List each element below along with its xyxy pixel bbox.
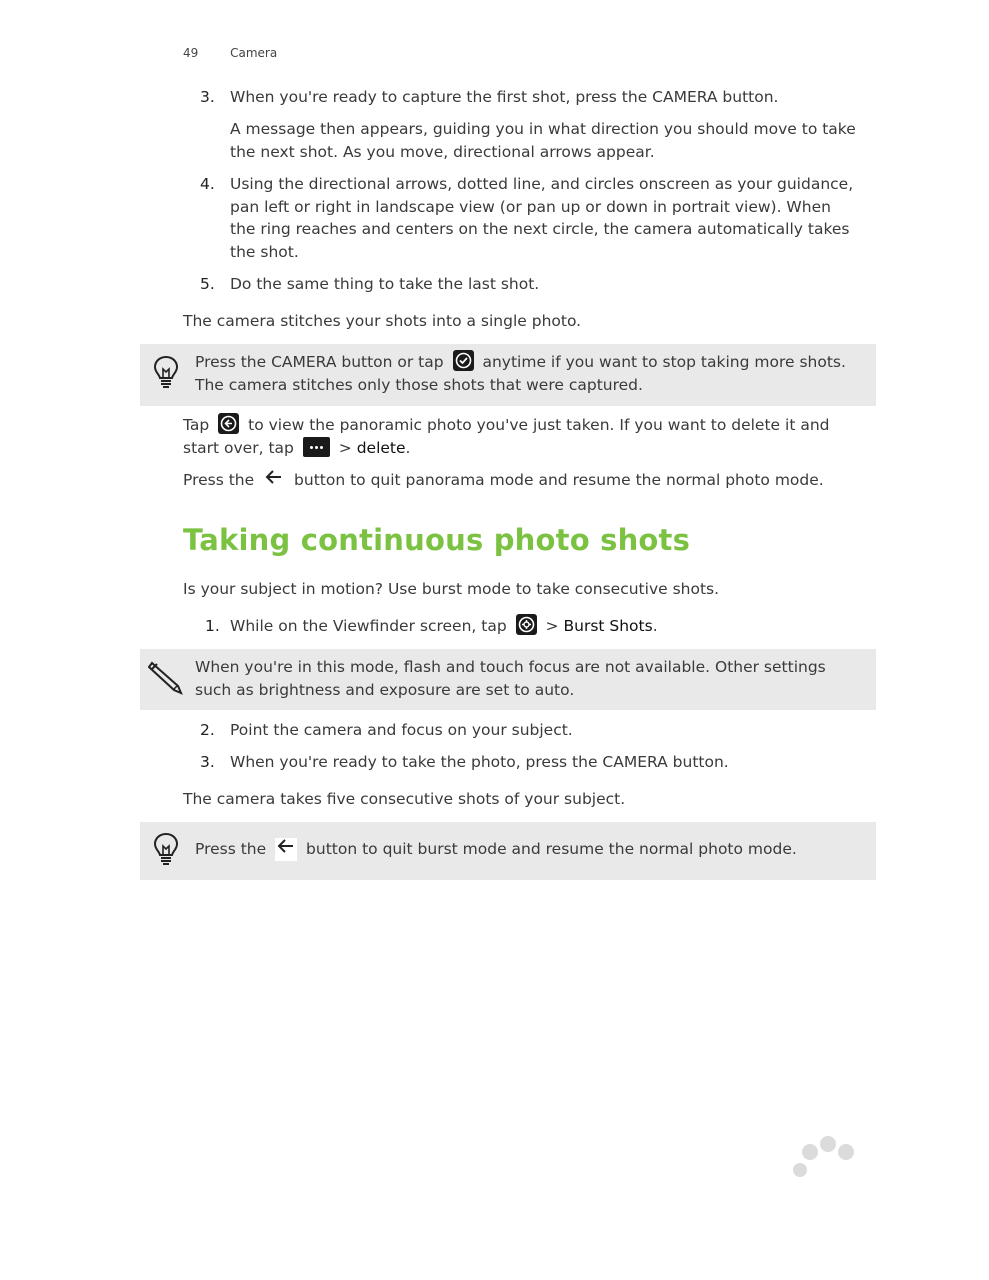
body-paragraph: Press the button to quit panorama mode and resume the normal photo mode.: [183, 469, 824, 492]
step-text: When you're ready to capture the first shot, press the CAMERA button.: [230, 88, 779, 106]
body-paragraph: The camera stitches your shots into a single photo.: [183, 312, 582, 330]
step-number: 3.: [200, 753, 215, 771]
step-text: Do the same thing to take the last shot.: [230, 275, 540, 293]
note-text: such as brightness and exposure are set to auto.: [195, 681, 575, 699]
step-subtext: the next shot. As you move, directional arrows appear.: [230, 143, 655, 161]
step-text: the shot.: [230, 243, 299, 261]
tip-text: The camera stitches only those shots that were captured.: [195, 376, 643, 394]
back-arrow-icon: [263, 469, 285, 492]
step-subtext: A message then appears, guiding you in what direction you should move to take: [230, 120, 856, 138]
step-text: Using the directional arrows, dotted line, and circles onscreen as your guidance,: [230, 175, 854, 193]
step-text: When you're ready to take the photo, press the CAMERA button.: [230, 753, 729, 771]
settings-icon: [516, 614, 537, 635]
tip-text: Press the button to quit burst mode and resume the normal photo mode.: [195, 838, 797, 861]
section-heading: Taking continuous photo shots: [183, 523, 691, 557]
more-dots-icon: [303, 437, 330, 457]
check-icon: [453, 350, 474, 371]
back-arrow-icon: [275, 838, 297, 861]
step-text: Point the camera and focus on your subject.: [230, 721, 573, 739]
body-paragraph: Tap to view the panoramic photo you've just taken. If you want to delete it and: [183, 414, 829, 437]
step-text: While on the Viewfinder screen, tap > Burst Shots.: [230, 615, 658, 638]
body-paragraph: start over, tap > delete.: [183, 437, 410, 460]
step-number: 4.: [200, 175, 215, 193]
watermark-logo: [700, 1130, 940, 1250]
step-number: 3.: [200, 88, 215, 106]
step-text: pan left or right in landscape view (or pan up or down in portrait view). When: [230, 198, 831, 216]
step-text: the ring reaches and centers on the next circle, the camera automatically takes: [230, 220, 850, 238]
lightbulb-icon: [153, 832, 179, 866]
note-text: When you're in this mode, flash and touch focus are not available. Other settings: [195, 658, 826, 676]
page-number: 49: [183, 46, 199, 60]
pencil-icon: [148, 659, 184, 695]
back-circle-icon: [218, 413, 239, 434]
lightbulb-icon: [153, 355, 179, 389]
body-paragraph: The camera takes five consecutive shots of your subject.: [183, 790, 626, 808]
body-paragraph: Is your subject in motion? Use burst mode to take consecutive shots.: [183, 580, 720, 598]
step-number: 2.: [200, 721, 215, 739]
step-number: 5.: [200, 275, 215, 293]
step-number: 1.: [205, 617, 220, 635]
tip-text: Press the CAMERA button or tap anytime if you want to stop taking more shots.: [195, 351, 846, 374]
section-title: Camera: [230, 46, 278, 60]
page-header: [183, 46, 277, 60]
